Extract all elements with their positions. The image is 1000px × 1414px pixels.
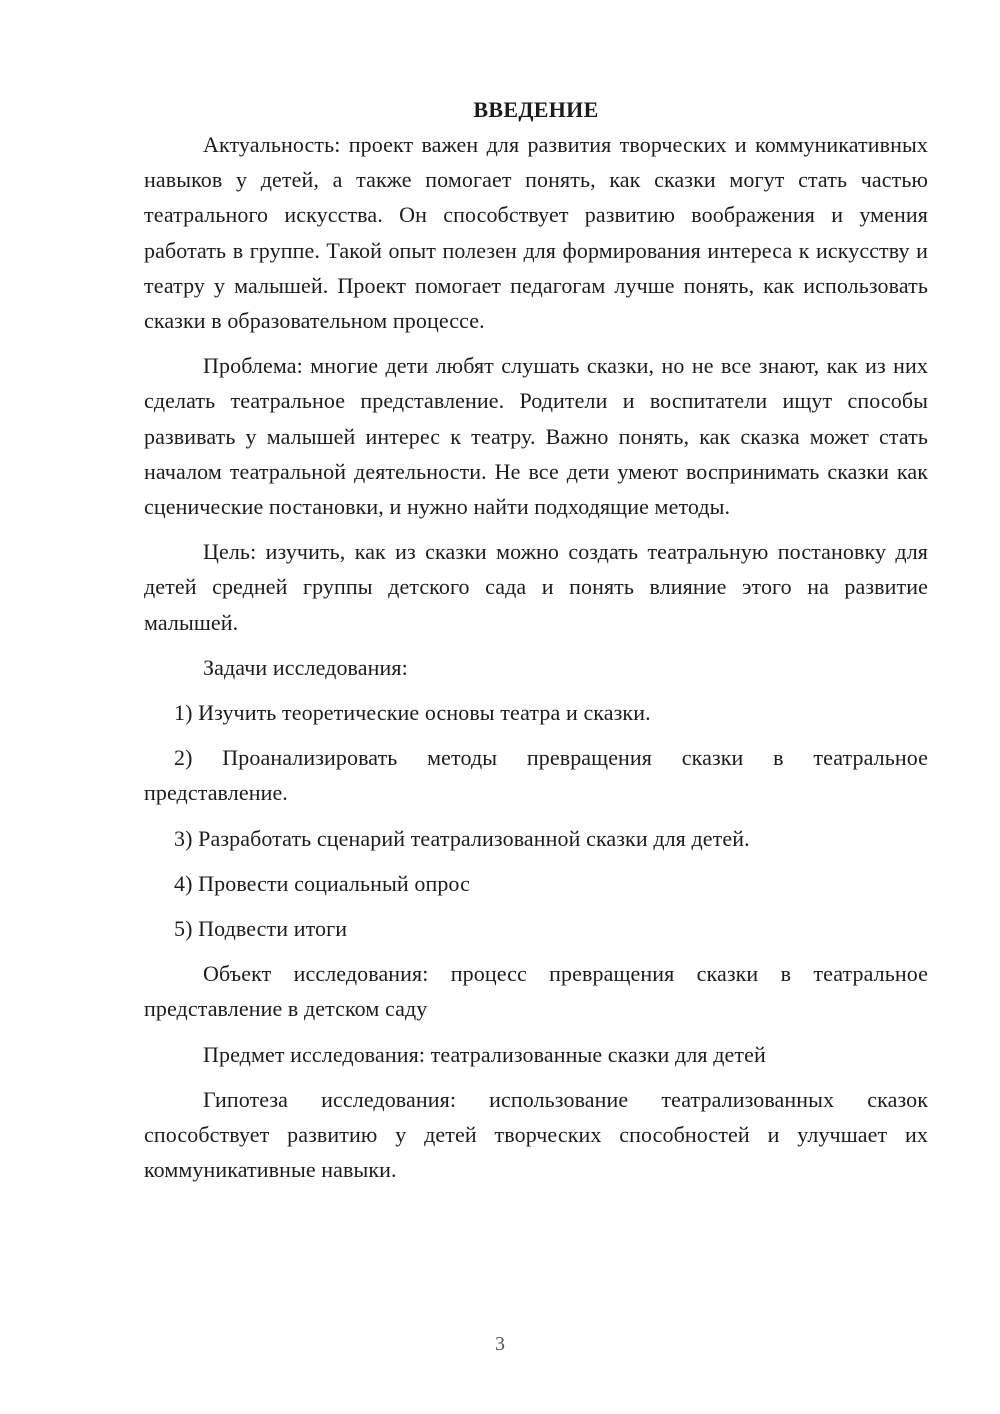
document-page xyxy=(144,92,928,1197)
section-title: ВВЕДЕНИЕ xyxy=(473,97,599,122)
object-paragraph: Объект исследования: процесс превращения сказки в театральное представление в детском саду xyxy=(144,961,928,1022)
tasks-heading: Задачи исследования: xyxy=(203,654,408,680)
task-item-2: 2) Проанализировать методы превращения сказки в театральное представление. xyxy=(144,745,928,806)
relevance-paragraph: Актуальность: проект важен для развития творческих и коммуникативных навыков у детей, а также помогает понять, как сказки могут стать частью театрального искусства. Он способствует развитию воображения и умения работать в группе. Такой опыт полезен для формирования интереса к искусству и театру у малышей. Проект помогает педагогам лучше понять, как использовать сказки в образовательном процессе. xyxy=(144,132,928,334)
task-item-4: 4) Провести социальный опрос xyxy=(174,870,470,896)
subject-paragraph: Предмет исследования: театрализованные сказки для детей xyxy=(203,1041,766,1067)
goal-paragraph: Цель: изучить, как из сказки можно создать театральную постановку для детей средней группы детского сада и понять влияние этого на развитие малышей. xyxy=(144,539,928,635)
task-item-5: 5) Подвести итоги xyxy=(174,916,348,942)
task-item-3: 3) Разработать сценарий театрализованной сказки для детей. xyxy=(174,825,750,851)
hypothesis-paragraph: Гипотеза исследования: использование театрализованных сказок способствует развитию у детей творческих способностей и улучшает их коммуникативные навыки. xyxy=(144,1086,928,1183)
problem-paragraph: Проблема: многие дети любят слушать сказки, но не все знают, как из них сделать театральное представление. Родители и воспитатели ищут способы развивать у малышей интерес к театру. Важно понять, как сказка может стать началом театральной деятельности. Не все дети умеют воспринимать сказки как сценические постановки, и нужно найти подходящие методы. xyxy=(144,353,928,520)
page-number: 3 xyxy=(495,1333,505,1355)
task-item-1: 1) Изучить теоретические основы театра и сказки. xyxy=(174,700,651,726)
